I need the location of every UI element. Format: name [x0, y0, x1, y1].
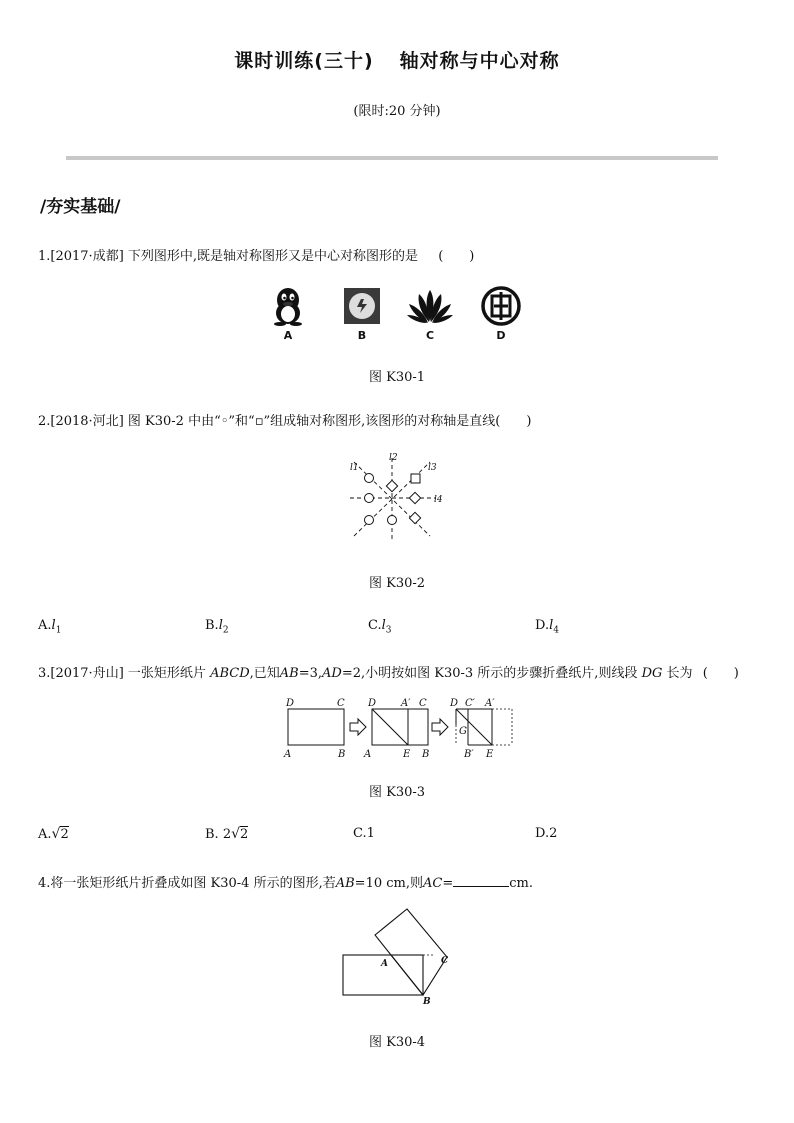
- q2-option-a-var: l: [51, 618, 56, 633]
- q1-option-c: C: [425, 329, 435, 342]
- q4-ab: AB: [335, 876, 355, 891]
- q2-option-b-sub: 2: [222, 625, 229, 636]
- q4-text-3: =: [442, 876, 454, 891]
- q2-option-a[interactable]: [38, 618, 61, 636]
- q3-option-c-prefix: C.: [353, 826, 367, 841]
- q4-text-1: 4.将一张矩形纸片折叠成如图 K30-4 所示的图形,若: [38, 876, 336, 891]
- q2-option-c-sub: 3: [385, 625, 392, 636]
- flower-logo-icon: [406, 288, 454, 328]
- fig3-label-8: A: [364, 749, 372, 760]
- fig3-label-3: A: [284, 749, 292, 760]
- q1-option-b: B: [357, 329, 367, 342]
- question-2: [38, 410, 531, 429]
- q2-option-c[interactable]: [368, 618, 392, 636]
- q3-option-d-prefix: D.: [535, 826, 550, 841]
- penguin-icon: [270, 286, 306, 330]
- q1-option-a: A: [283, 329, 293, 342]
- q3-option-b-value: 2: [240, 827, 249, 842]
- q3-option-a-value: 2: [60, 827, 69, 842]
- fig4-label-b: B: [423, 997, 431, 1007]
- q2-option-b-var: l: [218, 618, 223, 633]
- q3-option-d[interactable]: [535, 826, 557, 841]
- fig3-label-6: A′: [401, 698, 411, 709]
- question-4: [38, 872, 533, 891]
- q2-option-d-prefix: D.: [535, 618, 550, 633]
- fig3-label-10: B: [422, 749, 430, 760]
- q3-text-2: ,已知: [249, 666, 280, 681]
- fig3-label-12: C′: [465, 698, 475, 709]
- figure-caption-k30-1: 图 K30-1: [368, 370, 426, 385]
- q1-text: 下列图形中,既是轴对称图形又是中心对称图形的是: [127, 249, 419, 264]
- time-limit: (限时:20 分钟): [353, 104, 441, 119]
- q3-ab: AB: [279, 666, 299, 681]
- fig4-label-a: A: [381, 959, 388, 969]
- axis-label-l3: l3: [428, 463, 437, 473]
- fig3-label-7: C: [419, 698, 427, 709]
- q2-option-c-var: l: [381, 618, 386, 633]
- figure-k30-3: [280, 695, 520, 769]
- q2-option-a-sub: 1: [55, 625, 62, 636]
- disc-logo-icon: [344, 288, 380, 328]
- q4-text-2: =10 cm,则: [354, 876, 423, 891]
- q1-paren: ( ): [438, 249, 475, 264]
- fig3-label-2: C: [337, 698, 345, 709]
- fig4-label-c: C: [441, 956, 449, 966]
- divider: [66, 156, 718, 160]
- q4-unit: cm.: [509, 876, 533, 891]
- fig3-label-1: D: [286, 698, 295, 709]
- q3-ab-val: =3,: [298, 666, 323, 681]
- q1-source: 1.[2017·成都]: [38, 249, 124, 264]
- question-3: [38, 662, 739, 681]
- q3-option-c[interactable]: [353, 826, 375, 841]
- q3-option-d-value: 2: [549, 826, 558, 841]
- q3-source: 3.[2017·舟山]: [38, 666, 124, 681]
- q2-option-d-var: l: [549, 618, 554, 633]
- q4-ac: AC: [422, 876, 443, 891]
- fig3-label-11: D: [450, 698, 459, 709]
- axis-label-l4: l4: [434, 495, 443, 505]
- q3-text-1: 一张矩形纸片: [127, 666, 206, 681]
- q3-option-c-value: 1: [366, 826, 375, 841]
- page-title: [0, 46, 794, 73]
- q2-option-a-prefix: A.: [38, 618, 52, 633]
- figure-k30-2: [340, 450, 450, 549]
- title-right: 轴对称与中心对称: [399, 50, 560, 72]
- q2-option-d[interactable]: [535, 618, 559, 636]
- title-left: 课时训练(三十): [234, 50, 374, 72]
- answer-blank[interactable]: [453, 875, 509, 887]
- q3-text-3: 长为: [666, 666, 693, 681]
- fig3-label-16: E: [486, 749, 494, 760]
- q3-rect-name: ABCD: [210, 666, 250, 681]
- q2-option-d-sub: 4: [553, 625, 559, 636]
- axis-label-l1: l1: [350, 463, 359, 473]
- q3-option-b-prefix: B.: [205, 827, 219, 842]
- q3-option-b[interactable]: [205, 826, 248, 842]
- axis-label-l2: l2: [389, 453, 398, 463]
- question-1: [38, 245, 474, 264]
- q2-text: 图 K30-2 中由“◦”和“▫”组成轴对称图形,该图形的对称轴是直线: [127, 414, 496, 429]
- q1-option-d: D: [496, 329, 506, 342]
- figure-caption-k30-3: 图 K30-3: [368, 785, 426, 800]
- fig3-label-9: E: [403, 749, 411, 760]
- q2-option-b-prefix: B.: [205, 618, 219, 633]
- bank-logo-icon: [481, 286, 521, 330]
- fig3-label-13: A′: [485, 698, 495, 709]
- fig3-label-14: G: [459, 726, 467, 737]
- q3-ad: AD: [322, 666, 342, 681]
- figure-k30-4: [335, 905, 465, 1014]
- q2-option-b[interactable]: [205, 618, 229, 636]
- figure-caption-k30-2: 图 K30-2: [368, 576, 426, 591]
- sqrt-icon: √: [231, 826, 241, 842]
- q3-option-b-coef: 2: [222, 827, 232, 842]
- q3-ad-val: =2,小明按如图 K30-3 所示的步骤折叠纸片,则线段: [341, 666, 638, 681]
- sqrt-icon: √: [51, 826, 61, 842]
- q3-dg: DG: [641, 666, 663, 681]
- fig3-label-4: B: [338, 749, 346, 760]
- q3-paren: ( ): [702, 666, 739, 681]
- q3-option-a[interactable]: [38, 826, 69, 842]
- figure-caption-k30-4: 图 K30-4: [368, 1035, 426, 1050]
- q2-paren: ( ): [495, 414, 532, 429]
- section-title: /夯实基础/: [40, 197, 121, 217]
- q2-option-c-prefix: C.: [368, 618, 382, 633]
- fig3-label-5: D: [368, 698, 377, 709]
- fig3-label-15: B′: [464, 749, 474, 760]
- q3-option-a-prefix: A.: [38, 827, 52, 842]
- q2-source: 2.[2018·河北]: [38, 414, 124, 429]
